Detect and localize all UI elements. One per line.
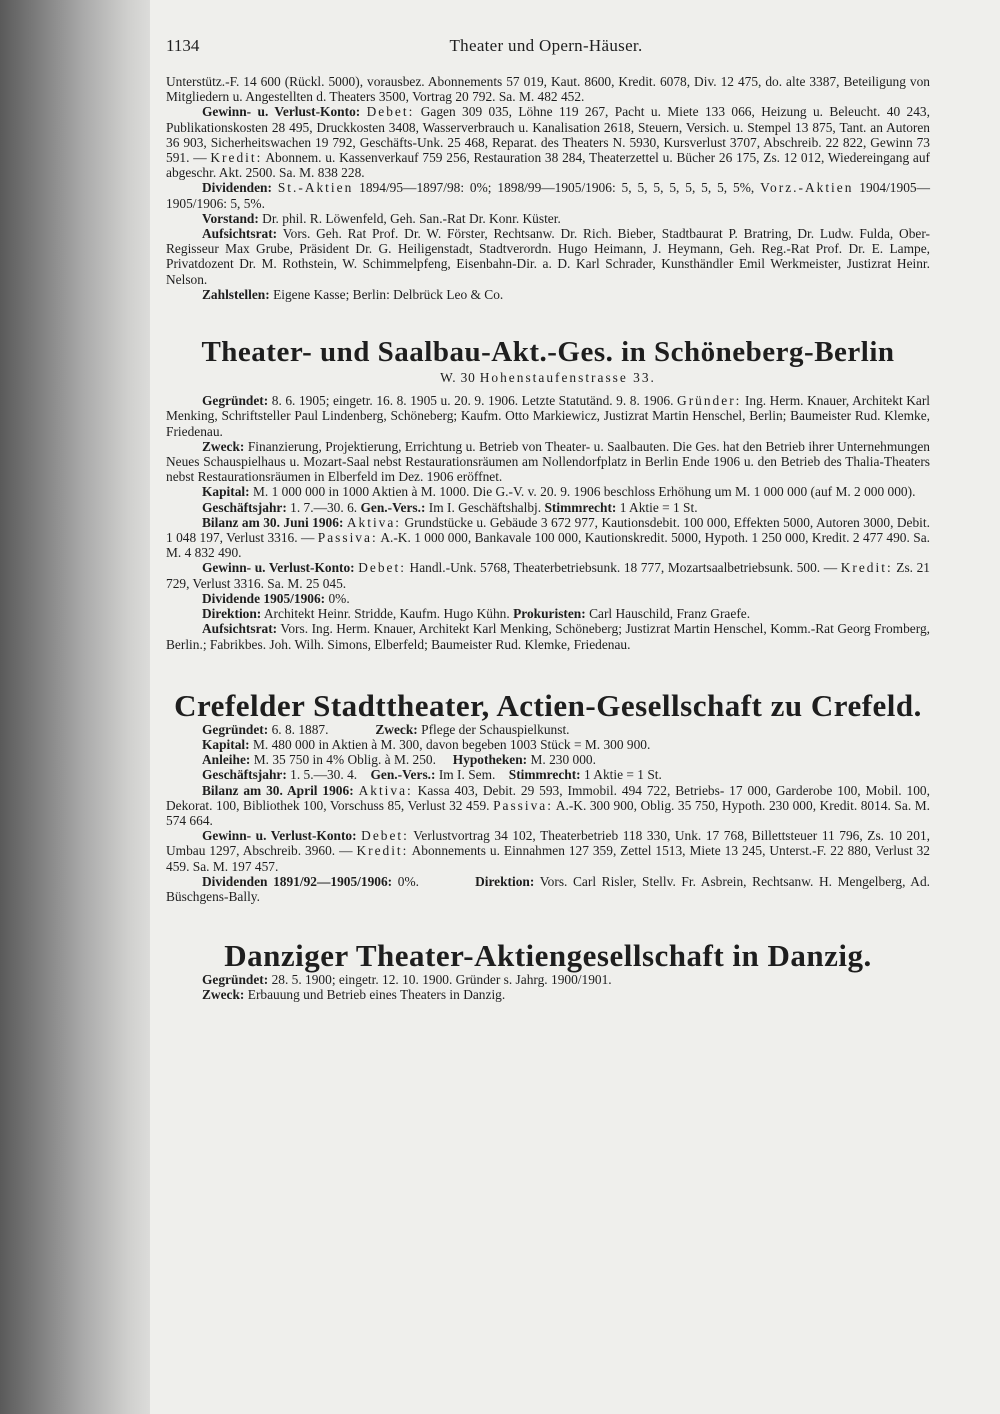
supervisory-label: Aufsichtsrat:: [202, 621, 278, 637]
purpose-text: Finanzierung, Projektierung, Errichtung u. Betrieb von Theater- u. Saalbauten. Die Ges. hat den Betrieb ihrer Unternehmungen Neues Schauspielhaus u. Mozart-Saal nebst Restaurationsräumen am Nollendorfplatz in Berlin Ende 1906 u. den Betrieb des Thalia-Theaters nebst Restaurationsräumen in Elberfeld im Dez. 1906 eröffnet.: [166, 438, 930, 485]
guv-paragraph: [166, 828, 930, 874]
management-paragraph: [166, 606, 930, 621]
kredit-text: Abonnements u. Einnahmen 127 359, Zettel 1513, Miete 13 245, Unterst.-F. 22 880, Verlust 32 459. Sa. M. 197 457.: [166, 843, 930, 874]
kredit-label: Kredit:: [840, 560, 893, 576]
debet-text: Verlustvortrag 34 102, Theaterbetrieb 118 330, Unk. 17 768, Billettsteuer 11 796, Zs. 10 201, Umbau 1297, Abschreib. 3960. —: [166, 828, 930, 859]
capital-label: Kapital:: [202, 736, 250, 752]
meeting-text: Im I. Geschäftshalbj.: [428, 499, 542, 515]
page-header: [166, 36, 926, 56]
loan-text: M. 35 750 in 4% Oblig. à M. 250.: [253, 752, 436, 768]
purpose-paragraph: [166, 987, 930, 1002]
founded-paragraph: [166, 972, 930, 987]
meeting-text: Im I. Sem.: [438, 767, 496, 783]
guv-label: Gewinn- u. Verlust-Konto:: [202, 828, 357, 844]
stock-dividends: 1894/95—1897/98: 0%; 1898/99—1905/1906: 5, 5, 5, 5, 5, 5, 5, 5%,: [359, 180, 755, 196]
dividend-label: Dividende 1905/1906:: [202, 590, 326, 606]
purpose-label: Zweck:: [202, 987, 245, 1003]
management-text: Architekt Heinr. Stridde, Kaufm. Hugo Kühn.: [263, 606, 510, 622]
fiscal-text: 1. 7.—30. 6.: [290, 499, 358, 515]
page-number: 1134: [166, 36, 200, 55]
guv-label: Gewinn- u. Verlust-Konto:: [202, 560, 355, 576]
purpose-label: Zweck:: [375, 721, 418, 737]
capital-text: M. 1 000 000 in 1000 Aktien à M. 1000. Die G.-V. v. 20. 9. 1906 beschloss Erhöhung um M. 1 000 000 (auf M. 2 000 000).: [252, 484, 916, 500]
proxies-label: Prokuristen:: [513, 606, 586, 622]
bilanz-continuation: Unterstütz.-F. 14 600 (Rückl. 5000), vorausbez. Abonnements 57 019, Kaut. 8600, Kredit. 6078, Div. 12 475, do. alte 3387, Beteiligung von Mitgliedern u. Angestellten d. Theaters 3500, Vortrag 20 792. Sa. M. 482 452.: [166, 74, 930, 105]
voting-label: Stimmrecht:: [508, 767, 581, 783]
purpose-text: Erbauung und Betrieb eines Theaters in Danzig.: [247, 987, 506, 1003]
capital-paragraph: [166, 484, 930, 499]
board-text: Dr. phil. R. Löwenfeld, Geh. San.-Rat Dr. Konr. Küster.: [262, 210, 561, 226]
purpose-text: Pflege der Schauspielkunst.: [421, 721, 570, 737]
management-label: Direktion:: [475, 873, 535, 889]
dividends-label: Dividenden:: [202, 180, 272, 196]
balance-label: Bilanz am 30. Juni 1906:: [202, 514, 344, 530]
preferred-label: Vorz.-Aktien: [760, 180, 854, 196]
purpose-paragraph: [166, 439, 930, 485]
supervisory-paragraph: [166, 226, 930, 287]
capital-text: M. 480 000 in Aktien à M. 300, davon begeben 1003 Stück = M. 300 900.: [252, 736, 651, 752]
balance-paragraph: [166, 515, 930, 561]
proxies-text: Carl Hauschild, Franz Graefe.: [589, 606, 751, 622]
voting-text: 1 Aktie = 1 St.: [584, 767, 662, 783]
mortgages-label: Hypotheken:: [452, 752, 528, 768]
fiscal-label: Geschäftsjahr:: [202, 499, 287, 515]
fiscal-paragraph: [166, 500, 930, 515]
preferred-dividends: 1904/1905—1905/1906: 5, 5%.: [166, 180, 930, 211]
assets-text: Grundstücke u. Gebäude 3 672 977, Kautionsdebit. 100 000, Effekten 5000, Autoren 3000, Debit. 1 048 197, Verlust 3316. —: [166, 514, 930, 546]
debet-label: Debet:: [366, 104, 415, 120]
voting-text: 1 Aktie = 1 St.: [619, 499, 698, 515]
founders-label: Gründer:: [677, 393, 742, 409]
loan-label: Anleihe:: [202, 752, 251, 768]
fiscal-paragraph: [166, 767, 930, 782]
entry-heading: Danziger Theater-Aktiengesellschaft in Danzig.: [224, 938, 872, 974]
liabilities-label: Passiva:: [317, 530, 378, 546]
meeting-label: Gen.-Vers.:: [370, 767, 436, 783]
liabilities-text: A.-K. 300 900, Oblig. 35 750, Hypoth. 230 000, Kredit. 8014. Sa. M. 574 664.: [166, 797, 930, 828]
entry-address: [166, 370, 930, 385]
dividends-label: Dividenden 1891/92—1905/1906:: [202, 873, 393, 889]
voting-label: Stimmrecht:: [544, 499, 617, 515]
founded-paragraph: [166, 393, 930, 439]
debet-text: Gagen 309 035, Löhne 119 267, Pacht u. Miete 133 066, Heizung u. Beleucht. 40 243, Publikationskosten 28 495, Druckkosten 3408, Wasserverbrauch u. Kanalisation 2618, Steuern, Versich. u. Stempel 13 875, Tant. an Autoren 36 903, Sicherheitswachen 19 792, Geschäfts-Unk. 25 468, Reparat. des Theaters N. 5930, Kursverlust 3707, Abschreib. 22 822, Gewinn 73 591. —: [166, 104, 930, 166]
kredit-label: Kredit:: [210, 150, 263, 166]
paying-agents-label: Zahlstellen:: [202, 286, 270, 302]
entry-continued: [166, 74, 930, 302]
board-label: Vorstand:: [202, 210, 259, 226]
dividends-paragraph: [166, 180, 930, 210]
dividends-text: 0%.: [397, 873, 419, 889]
meeting-label: Gen.-Vers.:: [360, 499, 426, 515]
kredit-text: Abonnem. u. Kassenverkauf 759 256, Restauration 38 284, Theaterzettel u. Bücher 26 175, Zs. 12 012, Wiedereingang auf abgeschr. Akt. 2500. Sa. M. 838 228.: [166, 150, 931, 181]
dividend-paragraph: [166, 591, 930, 606]
entry-heading: Crefelder Stadttheater, Actien-Gesellschaft zu Crefeld.: [174, 687, 922, 723]
founders-text: Ing. Herm. Knauer, Architekt Karl Menking, Schriftsteller Paul Lindenberg, Schöneberg; Kaufm. Otto Markiewicz, Justizrat Martin Henschel, Berlin; Baumeister Rud. Klemke, Friedenau.: [166, 393, 931, 439]
liabilities-label: Passiva:: [493, 797, 553, 813]
founded-text: 6. 8. 1887.: [271, 721, 329, 737]
guv-paragraph: [166, 104, 930, 180]
paying-agents-paragraph: [166, 287, 930, 302]
debet-label: Debet:: [361, 828, 409, 844]
purpose-label: Zweck:: [202, 438, 245, 454]
paying-agents-text: Eigene Kasse; Berlin: Delbrück Leo & Co.: [273, 286, 504, 302]
assets-label: Aktiva:: [346, 514, 402, 530]
capital-paragraph: [166, 737, 930, 752]
fiscal-text: 1. 5.—30. 4.: [290, 767, 358, 783]
kredit-text: Zs. 21 729, Verlust 3316. Sa. M. 25 045.: [166, 560, 930, 591]
entry-danzig: [166, 940, 930, 1002]
founded-label: Gegründet:: [202, 721, 269, 737]
management-text: Vors. Carl Risler, Stellv. Fr. Asbrein, Rechtsanw. H. Mengelberg, Ad. Büschgens-Bally.: [166, 873, 931, 904]
supervisory-text: Vors. Geh. Rat Prof. Dr. W. Förster, Rechtsanw. Dr. Rich. Bieber, Stadtbaurat P. Bratring, Dr. Ludw. Fulda, Ober-Regisseur Max Grube, Präsident Dr. G. Heiligenstadt, Stadtverordn. Hugo Heimann, J. Heymann, Geh. Reg.-Rat Prof. Dr. E. Lampe, Privatdozent Dr. M. Rothstein, W. Schimmelpfeng, Eisenbahn-Dir. a. D. Karl Schrader, Kunsthändler Emil Werkmeister, Justizrat Heinr. Nelson.: [166, 226, 930, 287]
debet-label: Debet:: [358, 560, 406, 576]
supervisory-label: Aufsichtsrat:: [202, 226, 278, 242]
guv-label: Gewinn- u. Verlust-Konto:: [202, 104, 361, 120]
balance-paragraph: [166, 783, 930, 829]
running-title: Theater und Opern-Häuser.: [449, 36, 643, 55]
stock-label: St.-Aktien: [277, 180, 354, 196]
address-street: Hohenstaufenstrasse 33.: [479, 370, 656, 386]
mortgages-text: M. 230 000.: [530, 752, 596, 768]
balance-label: Bilanz am 30. April 1906:: [202, 782, 354, 798]
book-binding-shadow: [0, 0, 150, 1414]
entry-heading: Theater- und Saalbau-Akt.-Ges. in Schöneberg-Berlin: [201, 336, 895, 369]
dividends-paragraph: [166, 874, 930, 904]
liabilities-text: A.-K. 1 000 000, Bankavale 100 000, Kautionskredit. 5000, Hypoth. 1 250 000, Kredit. 2 477 490. Sa. M. 4 832 490.: [166, 530, 930, 561]
loan-paragraph: [166, 752, 930, 767]
dividend-text: 0%.: [328, 590, 350, 606]
management-label: Direktion:: [202, 606, 262, 622]
supervisory-paragraph: [166, 621, 930, 651]
entry-saalbau: [166, 336, 930, 652]
founded-paragraph: [166, 722, 930, 737]
founded-label: Gegründet:: [202, 972, 269, 988]
founded-label: Gegründet:: [202, 393, 269, 409]
kredit-label: Kredit:: [356, 843, 409, 859]
founded-text: 28. 5. 1900; eingetr. 12. 10. 1900. Gründer s. Jahrg. 1900/1901.: [271, 972, 612, 988]
debet-text: Handl.-Unk. 5768, Theaterbetriebsunk. 18 777, Mozartsaalbetriebsunk. 500. —: [409, 560, 838, 576]
address-prefix: W. 30: [440, 370, 476, 386]
guv-paragraph: [166, 560, 930, 590]
assets-label: Aktiva:: [358, 782, 413, 798]
capital-label: Kapital:: [202, 484, 250, 500]
page-content: [166, 74, 930, 1003]
assets-text: Kassa 403, Debit. 29 593, Immobil. 494 722, Betriebs- 17 000, Garderobe 100, Mobil. 100, Dekorat. 100, Bibliothek 100, Vorschuss 85, Verlust 32 459.: [166, 782, 930, 813]
supervisory-text: Vors. Ing. Herm. Knauer, Architekt Karl Menking, Schöneberg; Justizrat Martin Henschel, Komm.-Rat Georg Fromberg, Berlin.; Fabrikbes. Joh. Wilh. Simons, Elberfeld; Baumeister Rud. Klemke, Friedenau.: [166, 621, 930, 652]
entry-crefeld: [166, 687, 931, 904]
fiscal-label: Geschäftsjahr:: [202, 767, 287, 783]
founded-text: 8. 6. 1905; eingetr. 16. 8. 1905 u. 20. 9. 1906. Letzte Statutänd. 9. 8. 1906.: [271, 393, 674, 409]
board-paragraph: [166, 211, 930, 226]
